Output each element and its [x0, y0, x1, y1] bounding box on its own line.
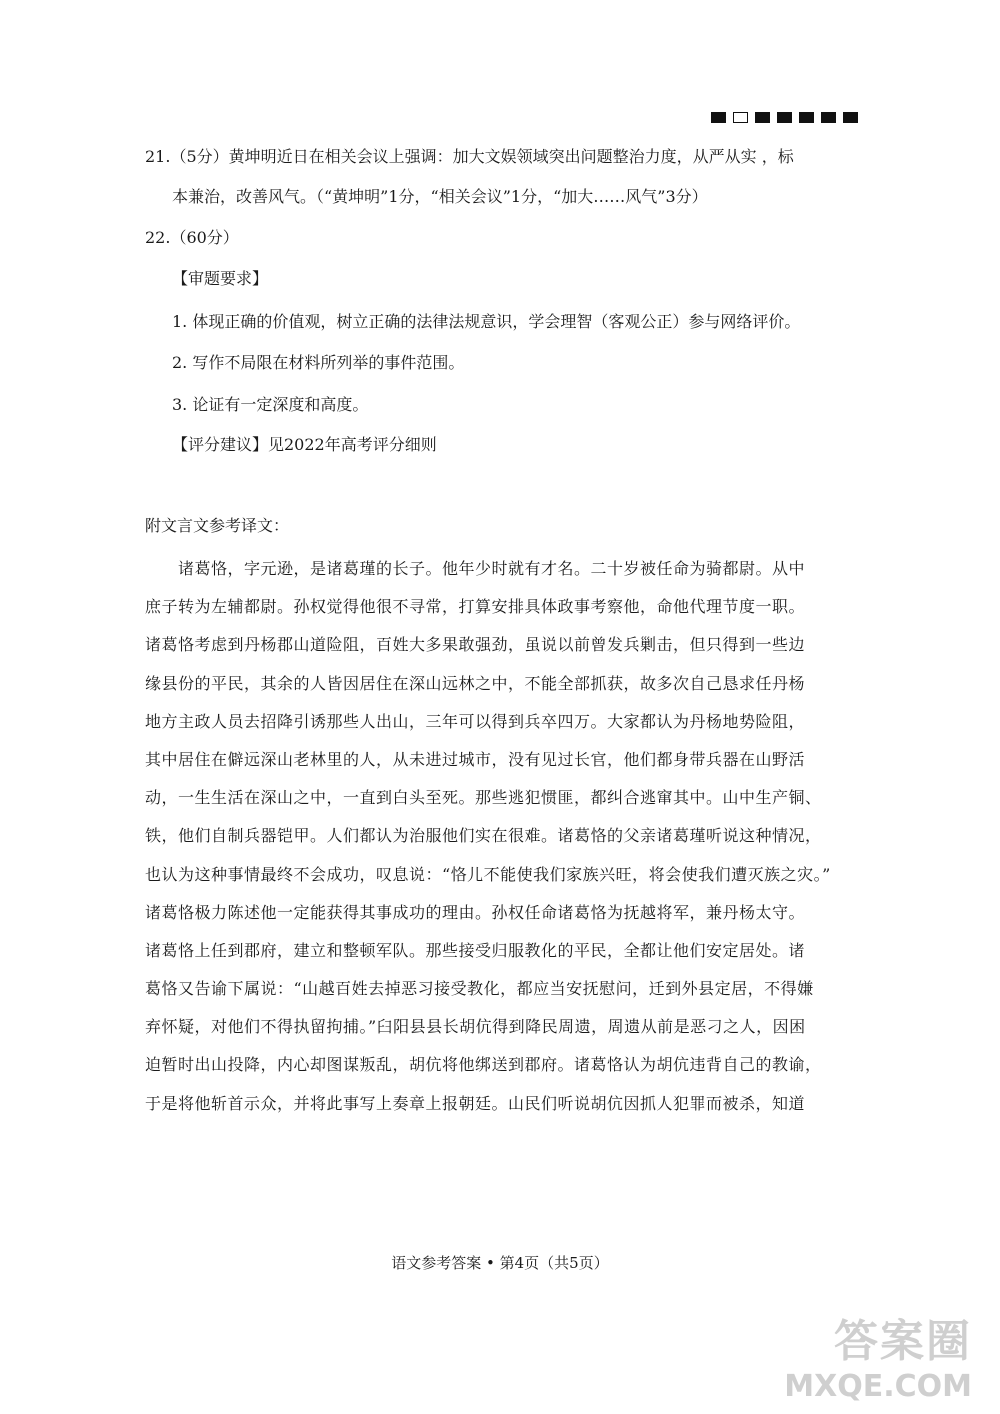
- translation-line: 铁，他们自制兵器铠甲。人们都认为治服他们实在很难。诸葛恪的父亲诸葛瑾听说这种情况，: [145, 826, 822, 846]
- translation-line: 缘县份的平民，其余的人皆因居住在深山远林之中，不能全部抓获，故多次自己恳求任丹杨: [145, 673, 806, 693]
- marker-square-filled: [799, 112, 814, 123]
- marker-square-open: [733, 112, 748, 123]
- translation-line: 其中居住在僻远深山老林里的人，从未进过城市，没有见过长官，他们都身带兵器在山野活: [145, 749, 806, 769]
- page-marker-squares: [711, 112, 858, 123]
- marker-square-filled: [777, 112, 792, 123]
- q21-answer-line-2: 本兼治，改善风气。（“黄坤明”1分，“相关会议”1分，“加大……风气”3分）: [172, 187, 708, 206]
- translation-line: 于是将他斩首示众，并将此事写上奏章上报朝廷。山民们听说胡伉因抓人犯罪而被杀，知道: [145, 1093, 806, 1113]
- translation-line: 诸葛恪极力陈述他一定能获得其事成功的理由。孙权任命诸葛恪为抚越将军，兼丹杨太守。: [145, 902, 806, 922]
- translation-line: 诸葛恪，字元逊，是诸葛瑾的长子。他年少时就有才名。二十岁被任命为骑都尉。从中: [145, 559, 806, 578]
- q22-label: 22.（60分）: [145, 228, 239, 247]
- page-footer: 语文参考答案 • 第4页（共5页）: [391, 1254, 609, 1272]
- watermark-logo: [784, 1305, 972, 1404]
- translation-line: 动，一生生活在深山之中，一直到白头至死。那些逃犯惯匪，都纠合逃窜其中。山中生产铜、: [145, 788, 822, 808]
- translation-line: 迫暂时出山投降，内心却图谋叛乱，胡伉将他绑送到郡府。诸葛恪认为胡伉违背自己的教谕，: [145, 1055, 822, 1075]
- translation-body: [145, 550, 860, 1123]
- translation-line: 诸葛恪考虑到丹杨郡山道险阻，百姓大多果敢强劲，虽说以前曾发兵剿击，但只得到一些边: [145, 635, 806, 655]
- translation-line: 地方主政人员去招降引诱那些人出山，三年可以得到兵卒四万。大家都认为丹杨地势险阻，: [145, 711, 806, 731]
- marker-square-filled: [711, 112, 726, 123]
- translation-line: 诸葛恪上任到郡府，建立和整顿军队。那些接受归服教化的平民，全都让他们安定居处。诸: [145, 940, 806, 960]
- scoring-suggestion: 【评分建议】见2022年高考评分细则: [172, 435, 437, 454]
- translation-line: 庶子转为左辅都尉。孙权觉得他很不寻常，打算安排具体政事考察他，命他代理节度一职。: [145, 597, 806, 617]
- q21-answer-line-1: 21.（5分）黄坤明近日在相关会议上强调：加大文娱领域突出问题整治力度，从严从实 ，标: [145, 147, 794, 166]
- watermark-text: 答案圈: [834, 1316, 972, 1367]
- translation-line: 弃怀疑，对他们不得执留拘捕。”臼阳县县长胡伉得到降民周遗，周遗从前是恶刁之人，因困: [145, 1017, 806, 1037]
- watermark-url: MXQE.COM: [784, 1369, 972, 1404]
- translation-title: 附文言文参考译文：: [145, 516, 290, 535]
- translation-line: 也认为这种事情最终不会成功，叹息说：“恪儿不能使我们家族兴旺，将会使我们遭灭族之灾。”: [145, 864, 831, 884]
- marker-square-filled: [821, 112, 836, 123]
- requirement-item: 3. 论证有一定深度和高度。: [172, 395, 369, 414]
- marker-square-filled: [843, 112, 858, 123]
- translation-line: 葛恪又告谕下属说：“山越百姓去掉恶习接受教化，都应当安抚慰问，迁到外县定居，不得嫌: [145, 979, 814, 999]
- requirement-item: 2. 写作不局限在材料所列举的事件范围。: [172, 353, 465, 372]
- review-requirements-title: 【审题要求】: [172, 269, 269, 288]
- marker-square-filled: [755, 112, 770, 123]
- requirement-item: 1. 体现正确的价值观，树立正确的法律法规意识，学会理智（客观公正）参与网络评价。: [172, 312, 801, 331]
